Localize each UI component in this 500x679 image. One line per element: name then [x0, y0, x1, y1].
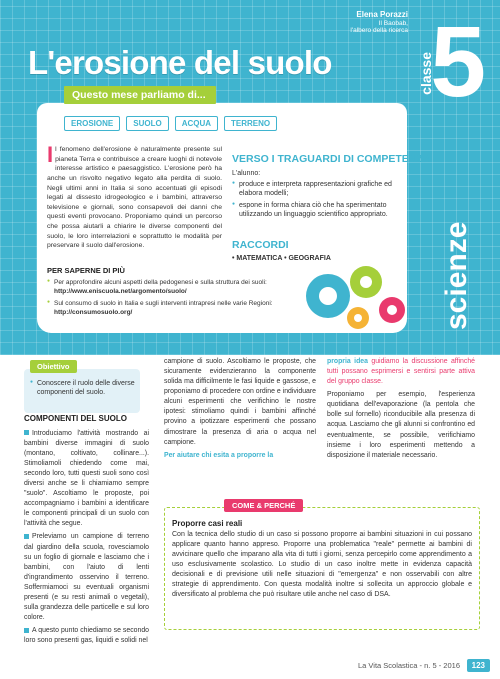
gear-icon: [379, 297, 405, 323]
gear-icon: [347, 307, 369, 329]
links-title: RACCORDI: [232, 239, 289, 251]
body-column-1: [24, 413, 149, 649]
gear-icon: [306, 274, 350, 318]
intro-text: [47, 142, 222, 251]
author-name: Elena Porazzi: [356, 10, 408, 19]
author-credit: [350, 10, 408, 35]
goals-lead: L'alunno:: [232, 170, 261, 177]
body-column-3: [327, 357, 475, 464]
resource-link[interactable]: http://www.eniscuola.net/argomento/suolo/: [54, 288, 187, 296]
dropcap: I: [47, 142, 54, 167]
goals-list: [232, 180, 402, 222]
page-title: L'erosione del suolo: [28, 44, 332, 81]
more-title: PER SAPERNE DI PIÙ: [47, 266, 125, 275]
magazine-footer: La Vita Scolastica - n. 5 - 2016: [357, 661, 460, 670]
why-title: Proporre casi reali: [172, 519, 243, 528]
gears-illustration: [294, 252, 414, 334]
why-text: Con la tecnica dello studio di un caso si possono proporre ai bambini situazioni in cui possano applicare quanto hanno appreso. Proporre una problematica "reale" permette ai bambini di avvicinare quello che imparano alla vita di tutti i giorni, senza percepirlo come apprendimento a uso esclusivamente scolastico. Lo studio di un caso inoltre mette in evidenza capacità decisionali e di previsione utili nelle situazioni di "emergenza" e non osservabili con altre strategie di apprendimento. Con questa modalità inoltre si sollecita un approccio globale e diversificato al problema che può risultare utile anche nel caso di DSA.: [172, 531, 472, 598]
gear-icon: [350, 266, 382, 298]
list-item: ● Sul consumo di suolo in Italia e sugli interventi intrapresi nelle varie Regioni: http://consumosuolo.org/: [47, 299, 297, 318]
paragraph: Preleviamo un campione di terreno dal giardino della scuola, rovesciamolo su un foglio di giornale e lasciamo che i bambini, con l'aiuto di lenti d'ingrandimento osservino il terreno. Soffermiamoci su eventuali organismi presenti (e su resti animali o vegetali), sulla grandezza delle particelle e sul loro colore.: [24, 533, 149, 622]
author-desc-2: l'albero della ricerca: [350, 27, 408, 35]
subject-label: scienze: [440, 221, 473, 330]
objective-tag: Obiettivo: [30, 360, 77, 373]
list-item: ● espone in forma chiara ciò che ha sperimentato utilizzando un linguaggio scientifico appropriato.: [232, 201, 402, 220]
links-items: • MATEMATICA • GEOGRAFIA: [232, 255, 331, 262]
intro-body: l fenomeno dell'erosione è naturalmente presente sul pianeta Terra e contribuisce a creare luoghi di notevole interesse artistico e paesaggistico. L'erosione però ha anche un risvolto negativo legato alla perdita di suolo. Negli ultimi anni in Italia si sono accentuati gli episodi legati al dissesto idrogeologico e i bambini, attraverso televisione e giornali, sono consapevoli dei danni che questi eventi provocano. Proponiamo quindi un percorso che possa aiutarli a chiarire le diverse componenti del suolo, le loro interrelazioni e soprattutto le modalità per preservare il suolo dall'erosione.: [47, 146, 222, 250]
grade-label: classe: [418, 52, 434, 95]
month-banner: Questo mese parliamo di...: [64, 86, 216, 104]
why-tag: COME & PERCHÉ: [224, 499, 303, 512]
page-number: 123: [467, 659, 490, 672]
resource-link[interactable]: http://consumosuolo.org/: [54, 309, 133, 317]
paragraph: Introduciamo l'attività mostrando ai bambini diverse immagini di suolo (montano, coltivato, collinare...). Stimoliamoli chiedendo come mai, secondo loro, tutti questi suoli sono così diversi anche se li chiamiamo sempre "suolo". Ascoltiamo le proposte, poi accompagniamo i bambini a identificare le componenti principali di un suolo con l'attività che segue.: [24, 429, 149, 528]
more-list: [47, 278, 297, 320]
list-item: ● produce e interpreta rappresentazioni grafiche ed elabora modelli;: [232, 180, 402, 199]
body-column-2: [164, 357, 316, 464]
paragraph: propria idea guidiamo la discussione affinché tutti possano esprimersi e sentirsi parte attiva del gruppo classe.: [327, 358, 475, 386]
author-desc-1: Il Baobab,: [378, 19, 408, 27]
keyword-list: [64, 116, 277, 131]
paragraph: Proponiamo per esempio, l'esperienza quotidiana dell'evaporazione (la pentola che bolle sul fornello) riconducibile alla presenza di acqua. Lasciamo che gli alunni si confrontino ed eventualmente, se possibile, verifichiamo insieme i loro esperimenti mettendo a disposizione il materiale necessario.: [327, 391, 475, 459]
list-item: ● Per approfondire alcuni aspetti della pedogenesi e sulla struttura dei suoli: http://www.eniscuola.net/argomento/suolo/: [47, 278, 297, 297]
square-bullet-icon: [24, 534, 29, 539]
keyword-tag: ACQUA: [175, 116, 218, 131]
keyword-tag: SUOLO: [126, 116, 168, 131]
objective-text: ● Conoscere il ruolo delle diverse componenti del suolo.: [30, 379, 138, 397]
keyword-tag: TERRENO: [224, 116, 277, 131]
goals-title: VERSO I TRAGUARDI DI COMPETENZA: [232, 153, 431, 165]
paragraph: campione di suolo. Ascoltiamo le proposte, che sicuramente evidenzieranno la componente solida ma difficilmente le fasi liquide e gassose, e proponiamo di procedere con ordine e individuare alcuni esperimenti che verifichino le nostre ipotesi: stimoliamo quindi i bambini affinché provino a ipotizzare esperimenti che possano dimostrare la presenza di aria o acqua nel campione.: [164, 358, 316, 446]
square-bullet-icon: [24, 430, 29, 435]
grade-number: 5: [430, 6, 486, 118]
paragraph: Per aiutare chi esita a proporre la: [164, 451, 274, 459]
square-bullet-icon: [24, 628, 29, 633]
section-title: COMPONENTI DEL SUOLO: [24, 414, 127, 423]
paragraph: A questo punto chiediamo se secondo loro sono presenti gas, liquidi e solidi nel: [24, 627, 149, 645]
keyword-tag: EROSIONE: [64, 116, 120, 131]
